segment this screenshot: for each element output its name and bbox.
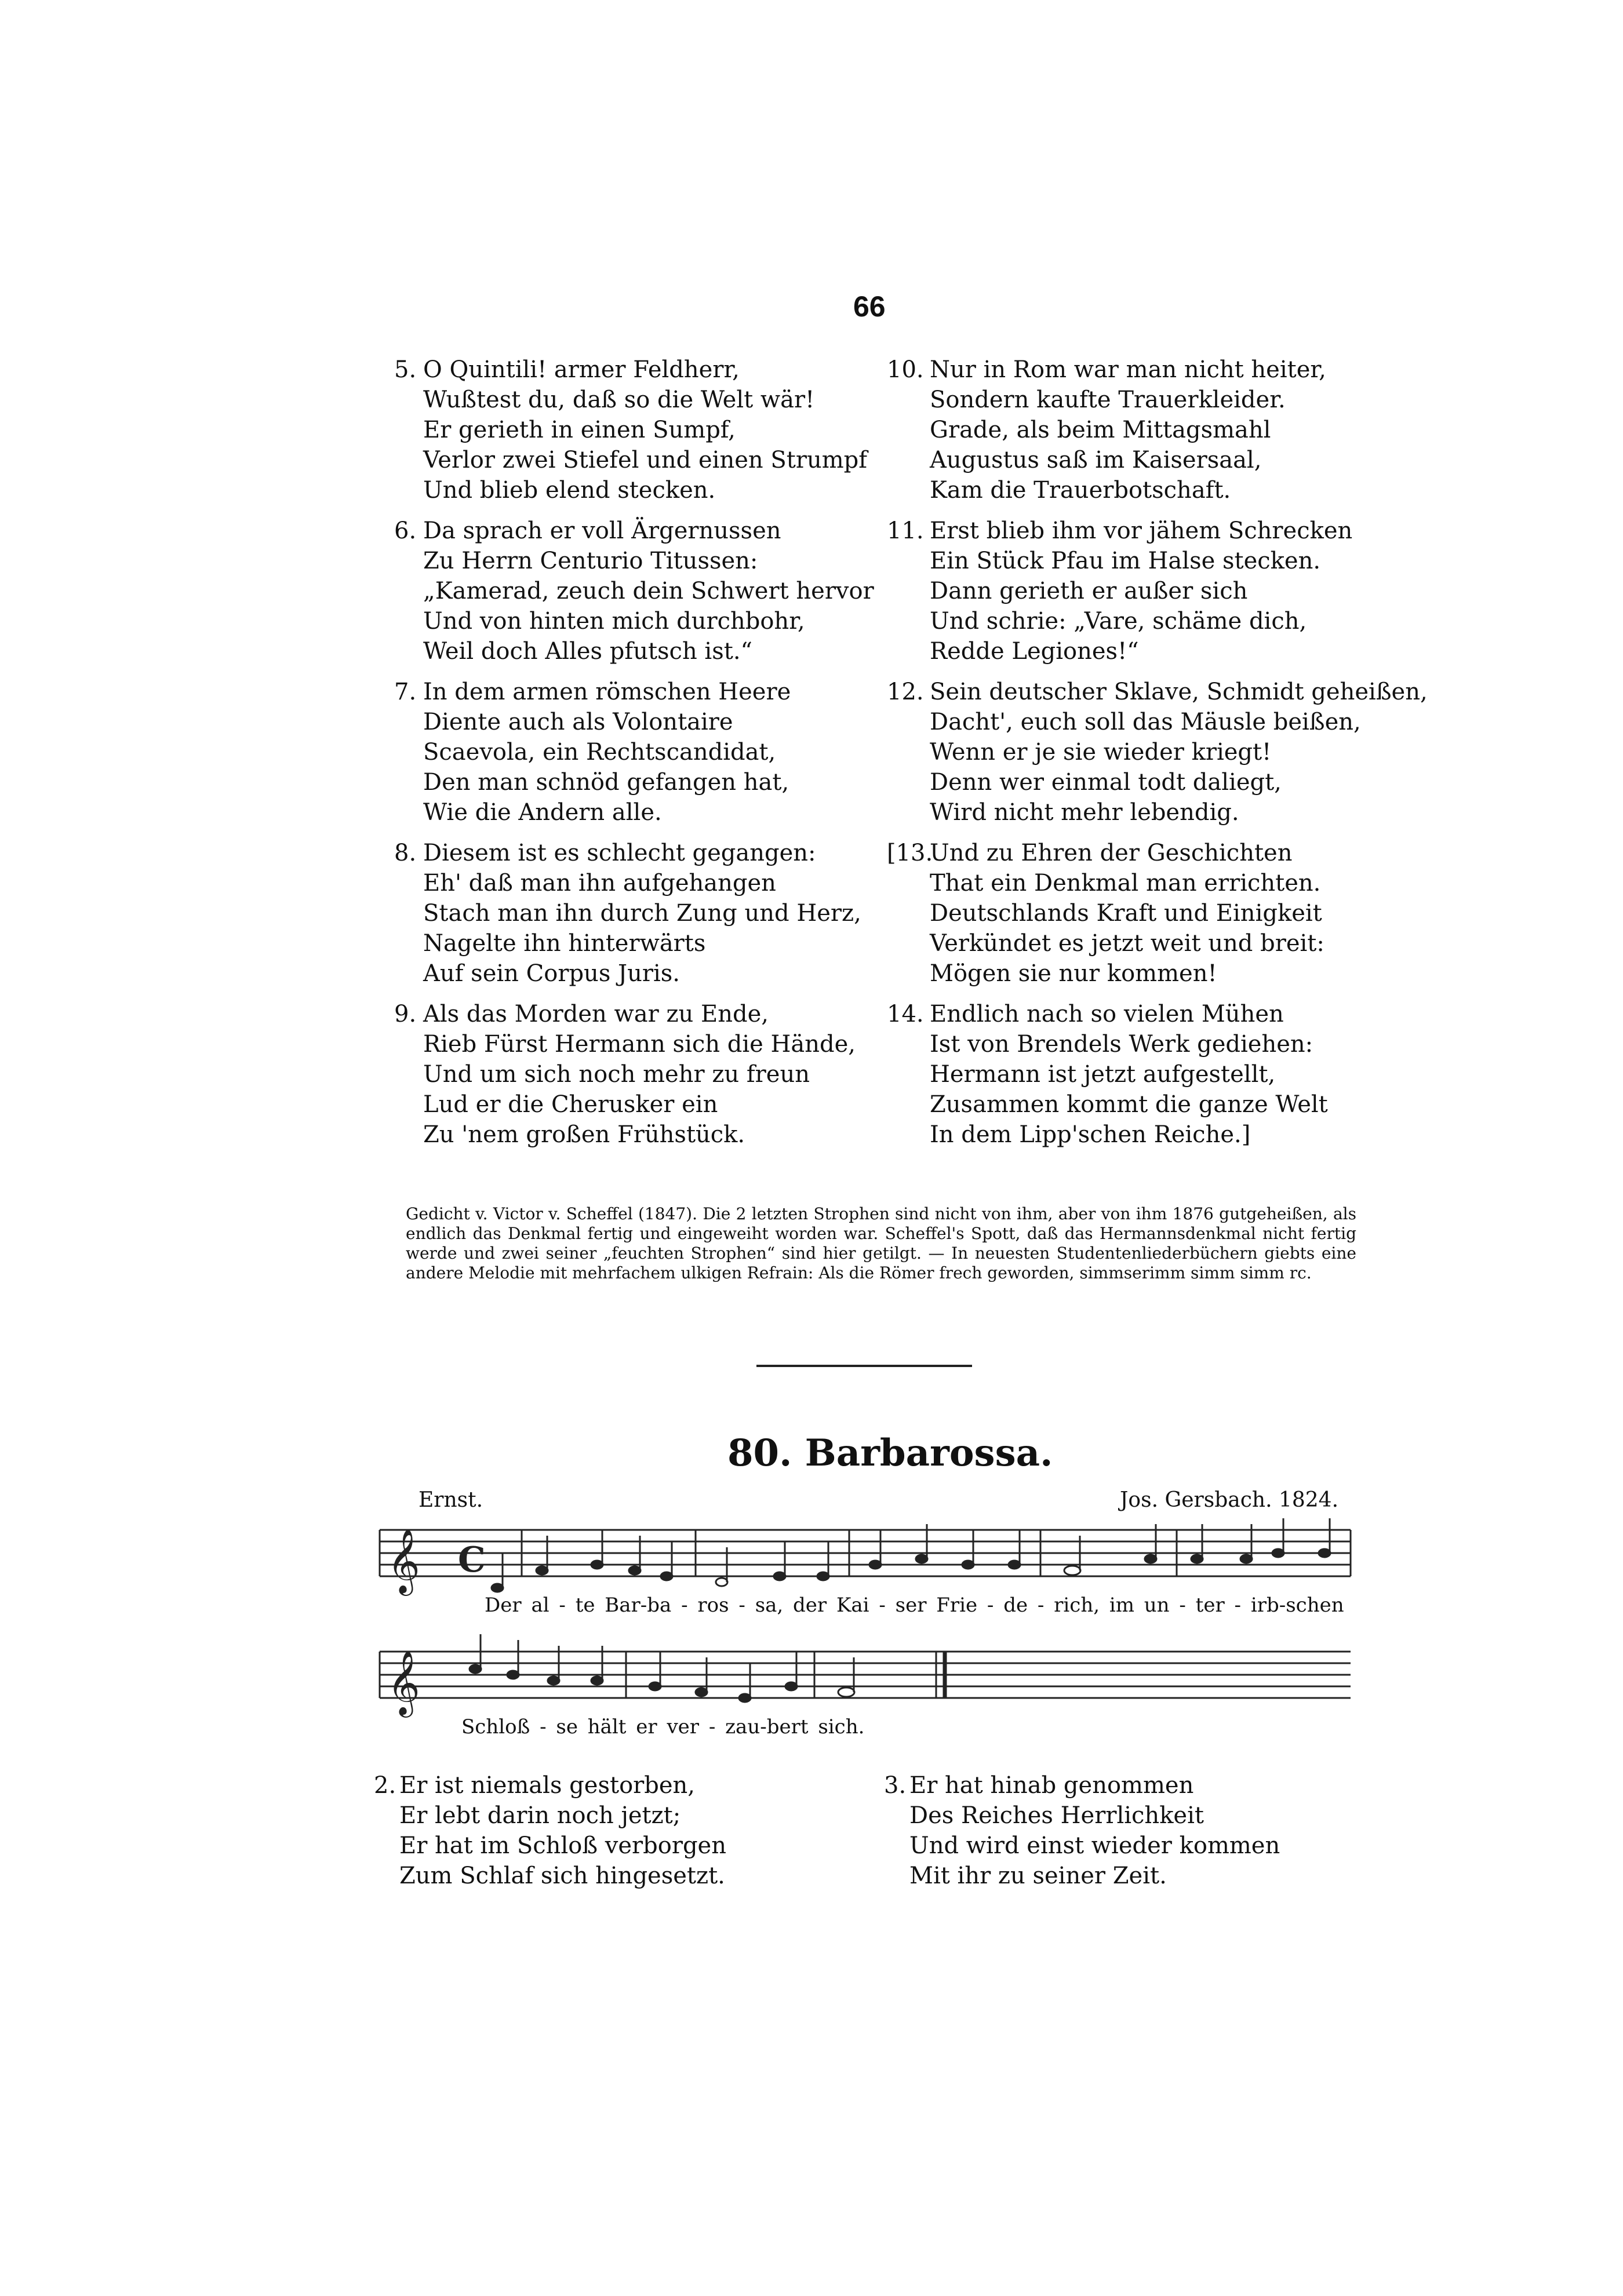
verse-line: Er gerieth in einen Sumpf, [423, 417, 736, 443]
time-signature-icon [458, 1540, 486, 1580]
verse-line: Mögen sie nur kommen! [930, 960, 1217, 987]
verse-line: Diesem ist es schlecht gegangen: [423, 840, 816, 866]
verse-line: Augustus saß im Kaisersaal, [930, 447, 1262, 473]
verse-line: Stach man ihn durch Zung und Herz, [423, 900, 861, 927]
verse-line: Des Reiches Herrlichkeit [909, 1802, 1204, 1829]
verse-line: Dacht', euch soll das Mäusle beißen, [930, 709, 1361, 735]
tempo-marking: Ernst. [419, 1488, 483, 1512]
verse-line: Rieb Fürst Hermann sich die Hände, [423, 1031, 856, 1058]
verse-line: Verlor zwei Stiefel und einen Strumpf [423, 447, 868, 473]
lyrics-line-2: Schloß - se hält er ver - zau-bert sich. [461, 1715, 865, 1739]
verse-line: Er lebt darin noch jetzt; [399, 1802, 681, 1829]
verse-line: In dem Lipp'schen Reiche.] [930, 1121, 1251, 1148]
lyrics-line-1: Der al - te Bar-ba - ros - sa, der Kai - ser Frie - de - rich, im un - ter - irb-schen [485, 1594, 1344, 1617]
verse-line: Ist von Brendels Werk gediehen: [930, 1031, 1313, 1058]
verse-line: Grade, als beim Mittagsmahl [930, 417, 1271, 443]
staff-system-1 [380, 1530, 1351, 1576]
stanza-2-block [374, 1770, 726, 1901]
verse-line: Sondern kaufte Trauerkleider. [930, 387, 1286, 413]
verse-line: Nur in Rom war man nicht heiter, [930, 356, 1326, 383]
verse-line: O Quintili! armer Feldherr, [423, 356, 740, 383]
verse-line: Weil doch Alles pfutsch ist.“ [423, 638, 752, 665]
staff-system-2 [380, 1652, 1351, 1698]
page-number: 66 [853, 290, 886, 323]
stanza-number: 12. [887, 679, 924, 705]
stanza-number: 11. [887, 517, 924, 544]
verse-line: Deutschlands Kraft und Einigkeit [930, 900, 1322, 927]
verse-line: Wenn er je sie wieder kriegt! [930, 739, 1272, 766]
verse-line: Dann gerieth er außer sich [930, 578, 1248, 604]
stanza-number: 5. [394, 356, 417, 383]
stanza-number: 6. [394, 517, 417, 544]
verse-line: Zu Herrn Centurio Titussen: [423, 548, 758, 574]
verse-line: Lud er die Cherusker ein [423, 1091, 718, 1118]
stanza-number: 14. [887, 1001, 924, 1027]
verse-line: Kam die Trauerbotschaft. [930, 477, 1231, 504]
verse-line: Da sprach er voll Ärgernussen [423, 517, 781, 544]
verse-line: Er hat im Schloß verborgen [399, 1832, 726, 1859]
stanza-number: 10. [887, 356, 924, 383]
svg-text:𝄞: 𝄞 [387, 1528, 420, 1593]
treble-clef-icon [387, 1650, 420, 1718]
verse-line: Verkündet es jetzt weit und breit: [930, 930, 1324, 957]
verse-line: Eh' daß man ihn aufgehangen [423, 870, 776, 896]
svg-text:C: C [458, 1540, 486, 1580]
verse-line: Zusammen kommt die ganze Welt [930, 1091, 1328, 1118]
verse-line: Auf sein Corpus Juris. [423, 960, 681, 987]
svg-text:𝄞: 𝄞 [387, 1650, 420, 1715]
verse-line: Wußtest du, daß so die Welt wär! [423, 387, 815, 413]
verse-line: Er ist niemals gestorben, [399, 1772, 696, 1799]
stanza-number: 8. [394, 840, 417, 866]
verse-line: Und blieb elend stecken. [423, 477, 716, 504]
verse-line: Hermann ist jetzt aufgestellt, [930, 1061, 1276, 1088]
stanza-2 [374, 1770, 726, 1891]
stanza-3-block [884, 1770, 1280, 1901]
verse-line: Und um sich noch mehr zu freun [423, 1061, 810, 1088]
verse-line: Erst blieb ihm vor jähem Schrecken [930, 517, 1353, 544]
verse-line: Er hat hinab genommen [909, 1772, 1194, 1799]
verse-line: Zu 'nem großen Frühstück. [423, 1121, 745, 1148]
verse-line: Und schrie: „Vare, schäme dich, [930, 608, 1307, 635]
verse-line: Scaevola, ein Rechtscandidat, [423, 739, 776, 766]
stanza-number: 3. [884, 1772, 907, 1799]
verse-line: Mit ihr zu seiner Zeit. [909, 1863, 1167, 1889]
verse-line: Und zu Ehren der Geschichten [930, 840, 1293, 866]
verse-line: Den man schnöd gefangen hat, [423, 769, 789, 796]
verse-line: Als das Morden war zu Ende, [423, 1001, 769, 1027]
verse-line: Und von hinten mich durchbohr, [423, 608, 805, 635]
stanza-3 [884, 1770, 1280, 1891]
verse-line: Sein deutscher Sklave, Schmidt geheißen, [930, 679, 1428, 705]
notes-system-2 [470, 1634, 854, 1702]
verse-line: „Kamerad, zeuch dein Schwert hervor [423, 578, 874, 604]
treble-clef-icon [387, 1528, 420, 1596]
song-title: 80. Barbarossa. [727, 1431, 1053, 1475]
verse-line: Diente auch als Volontaire [423, 709, 733, 735]
stanza-number: 2. [374, 1772, 396, 1799]
verse-line: Denn wer einmal todt daliegt, [930, 769, 1282, 796]
verse-line: Endlich nach so vielen Mühen [930, 1001, 1284, 1027]
stanza-number: 7. [394, 679, 417, 705]
verse-line: Zum Schlaf sich hingesetzt. [399, 1863, 725, 1889]
verse-line: That ein Denkmal man errichten. [930, 870, 1321, 896]
verse-line: In dem armen römschen Heere [423, 679, 791, 705]
composer-credit: Jos. Gersbach. 1824. [1120, 1488, 1339, 1512]
verse-line: Nagelte ihn hinterwärts [423, 930, 706, 957]
verse-line: Ein Stück Pfau im Halse stecken. [930, 548, 1321, 574]
verse-line: Redde Legiones!“ [930, 638, 1139, 665]
stanza-number: 9. [394, 1001, 417, 1027]
footnote: Gedicht v. Victor v. Scheffel (1847). Die 2 letzten Strophen sind nicht von ihm, aber von ihm 1876 gutgeheißen, als endlich das Denkmal fertig und eingeweiht worden war. Scheffel's Spott, daß das Hermannsdenkmal nicht fertig werde und zwei seiner „feuchten Strophen“ sind hier getilgt. — In neuesten Studentenliederbüchern giebts eine andere Melodie mit mehrfachem ulkigen Refrain: Als die Römer frech geworden, simmserimm simm simm rc. [406, 1204, 1356, 1282]
verse-line: Wird nicht mehr lebendig. [930, 799, 1239, 826]
stanza-number: [13. [887, 840, 933, 866]
verse-line: Und wird einst wieder kommen [909, 1832, 1280, 1859]
verse-line: Wie die Andern alle. [423, 799, 662, 826]
